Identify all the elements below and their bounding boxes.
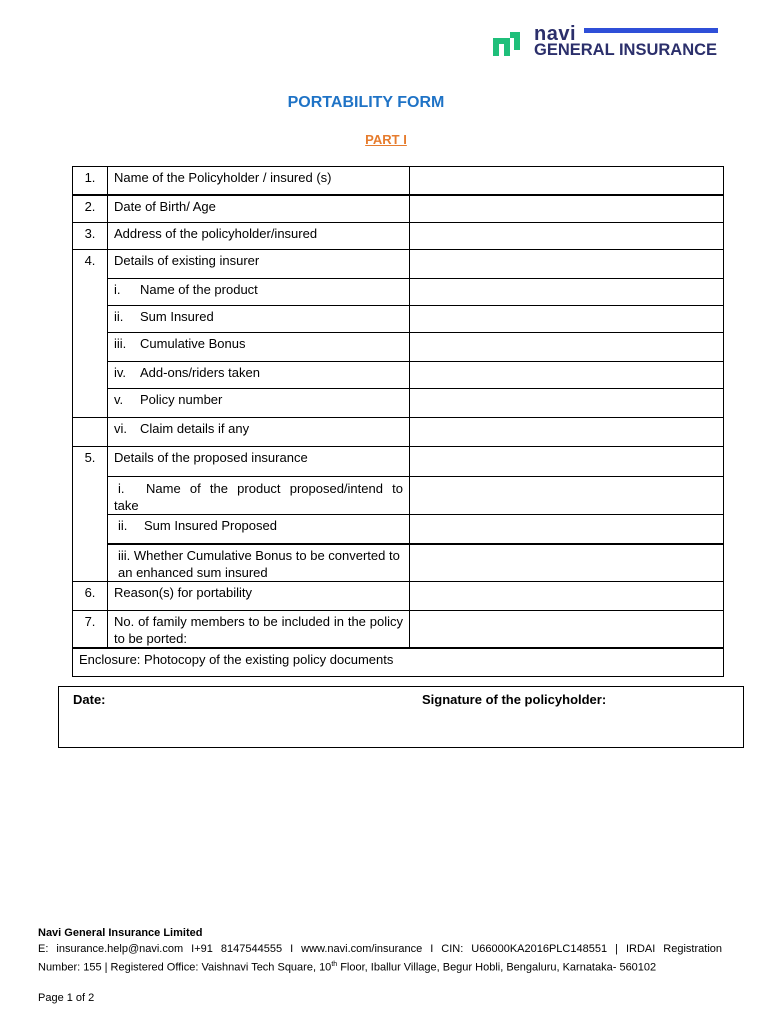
sub-number: v. — [114, 392, 124, 407]
answer-field[interactable] — [410, 250, 724, 279]
sub-label: Name of the product — [140, 282, 258, 297]
sub-label: Claim details if any — [140, 421, 250, 436]
date-label: Date: — [73, 692, 106, 707]
page-footer — [38, 925, 722, 976]
page-number: Page 1 of 2 — [38, 992, 95, 1004]
logo-accent-bar — [584, 28, 718, 33]
answer-field[interactable] — [410, 167, 724, 195]
row-label — [108, 477, 410, 515]
row-label — [108, 544, 410, 582]
table-row — [73, 167, 724, 195]
row-number: 7. — [73, 610, 108, 648]
row-label: Details of existing insurer — [108, 250, 410, 279]
row-number: 3. — [73, 223, 108, 250]
table-row — [73, 544, 724, 582]
logo-general-insurance-text: GENERAL INSURANCE — [534, 41, 718, 59]
navi-logo — [492, 23, 722, 62]
sub-label: Name of the product proposed/intend to take — [114, 481, 403, 513]
answer-field[interactable] — [410, 279, 724, 306]
answer-field[interactable] — [410, 223, 724, 250]
sub-number: i. — [118, 481, 125, 496]
row-number: 4. — [73, 250, 108, 279]
table-row — [73, 362, 724, 389]
answer-field[interactable] — [410, 544, 724, 582]
table-row — [73, 333, 724, 362]
answer-field[interactable] — [410, 610, 724, 648]
answer-field[interactable] — [410, 418, 724, 447]
footer-address-start: Number: 155 | Registered Office: Vaishnavi Tech Square, 10 — [38, 961, 332, 974]
row-label — [108, 389, 410, 418]
row-label — [108, 418, 410, 447]
table-row — [73, 306, 724, 333]
table-row — [73, 279, 724, 306]
signature-box — [58, 686, 744, 748]
table-row — [73, 515, 724, 544]
table-row — [73, 223, 724, 250]
row-number: 6. — [73, 581, 108, 610]
sub-number: ii. — [114, 309, 124, 324]
sub-label: Sum Insured — [140, 309, 214, 324]
sub-number: iii. — [118, 547, 131, 563]
portability-form-table — [72, 166, 724, 677]
row-label — [108, 306, 410, 333]
signature-label: Signature of the policyholder: — [422, 692, 607, 707]
footer-address-end: Floor, Iballur Village, Begur Hobli, Bengaluru, Karnataka- 560102 — [337, 961, 657, 974]
table-row — [73, 581, 724, 610]
row-label — [108, 515, 410, 544]
answer-field[interactable] — [410, 306, 724, 333]
table-row — [73, 447, 724, 477]
row-label: Name of the Policyholder / insured (s) — [108, 167, 410, 195]
table-row — [73, 610, 724, 648]
row-label: Address of the policyholder/insured — [108, 223, 410, 250]
answer-field[interactable] — [410, 447, 724, 477]
sub-label: Add-ons/riders taken — [140, 365, 260, 380]
form-part-label: PART I — [365, 132, 407, 147]
answer-field[interactable] — [410, 477, 724, 515]
answer-field[interactable] — [410, 195, 724, 223]
row-number: 5. — [73, 447, 108, 477]
table-row — [73, 250, 724, 279]
sub-number: vi. — [114, 421, 127, 436]
row-label: Details of the proposed insurance — [108, 447, 410, 477]
answer-field[interactable] — [410, 515, 724, 544]
table-row — [73, 477, 724, 515]
table-row — [73, 418, 724, 447]
sub-label: Policy number — [140, 392, 223, 407]
row-number: 1. — [73, 167, 108, 195]
sub-label: Whether Cumulative Bonus to be converted to an enhanced sum insured — [118, 547, 400, 580]
row-label: No. of family members to be included in the policy to be ported: — [108, 610, 410, 648]
row-number: 2. — [73, 195, 108, 223]
sub-number: iii. — [114, 336, 127, 351]
footer-address-sup: th — [331, 961, 338, 968]
sub-label: Sum Insured Proposed — [144, 518, 277, 533]
row-label: Date of Birth/ Age — [108, 195, 410, 223]
answer-field[interactable] — [410, 581, 724, 610]
row-label: Reason(s) for portability — [108, 581, 410, 610]
footer-company-name: Navi General Insurance Limited — [38, 927, 203, 939]
footer-contact-line: E: insurance.help@navi.com I+91 8147544555 I www.navi.com/insurance I CIN: U66000KA2016PLC148551 | IRDAI Registration — [38, 943, 722, 955]
navi-logo-mark-icon — [492, 30, 522, 58]
table-row — [73, 648, 724, 677]
table-row — [73, 195, 724, 223]
table-row — [73, 389, 724, 418]
sub-label: Cumulative Bonus — [140, 336, 246, 351]
sub-number: ii. — [118, 518, 128, 533]
row-label — [108, 333, 410, 362]
sub-number: i. — [114, 282, 121, 297]
enclosure-note: Enclosure: Photocopy of the existing policy documents — [73, 648, 724, 677]
answer-field[interactable] — [410, 362, 724, 389]
row-label — [108, 362, 410, 389]
answer-field[interactable] — [410, 333, 724, 362]
logo-navi-text: navi — [534, 23, 577, 45]
sub-number: iv. — [114, 365, 127, 380]
row-label — [108, 279, 410, 306]
footer-address-line — [38, 957, 722, 976]
answer-field[interactable] — [410, 389, 724, 418]
form-title: PORTABILITY FORM — [287, 94, 445, 111]
